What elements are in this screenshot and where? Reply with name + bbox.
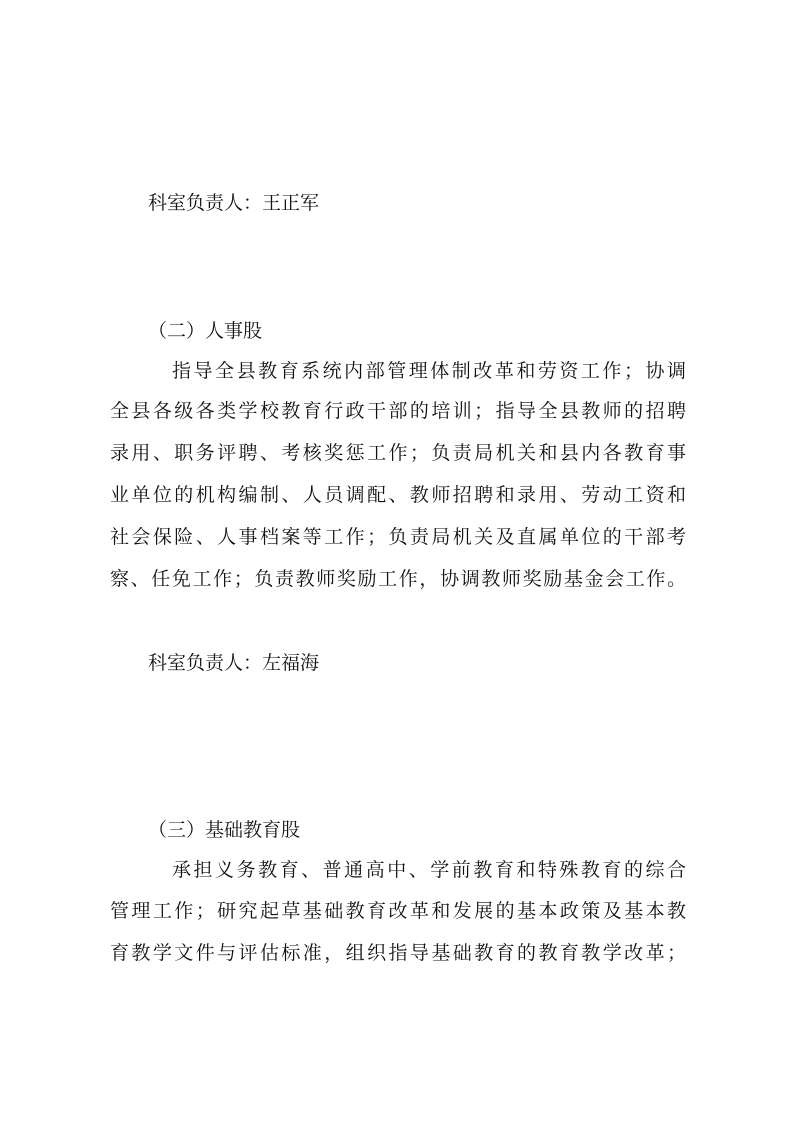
section3-heading: （三）基础教育股 — [148, 819, 301, 841]
section1-responsible: 科室负责人：王正军 — [148, 192, 320, 214]
section2-line-1: 指导全县教育系统内部管理体制改革和劳资工作；协调 — [172, 360, 686, 382]
section2-line-3: 录用、职务评聘、考核奖惩工作；负责局机关和县内各教育事 — [110, 442, 686, 464]
section3-line-3: 育教学文件与评估标准，组织指导基础教育的教育教学改革； — [110, 942, 686, 964]
section2-line-2: 全县各级各类学校教育行政干部的培训；指导全县教师的招聘 — [110, 400, 686, 422]
section2-line-6: 察、任免工作；负责教师奖励工作，协调教师奖励基金会工作。 — [110, 568, 686, 590]
section2-heading: （二）人事股 — [148, 320, 263, 342]
section2-line-5: 社会保险、人事档案等工作；负责局机关及直属单位的干部考 — [110, 526, 686, 548]
section3-line-1: 承担义务教育、普通高中、学前教育和特殊教育的综合 — [172, 859, 686, 881]
section2-line-4: 业单位的机构编制、人员调配、教师招聘和录用、劳动工资和 — [110, 484, 686, 506]
section2-responsible: 科室负责人：左福海 — [148, 652, 320, 674]
section3-line-2: 管理工作；研究起草基础教育改革和发展的基本政策及基本教 — [110, 900, 686, 922]
